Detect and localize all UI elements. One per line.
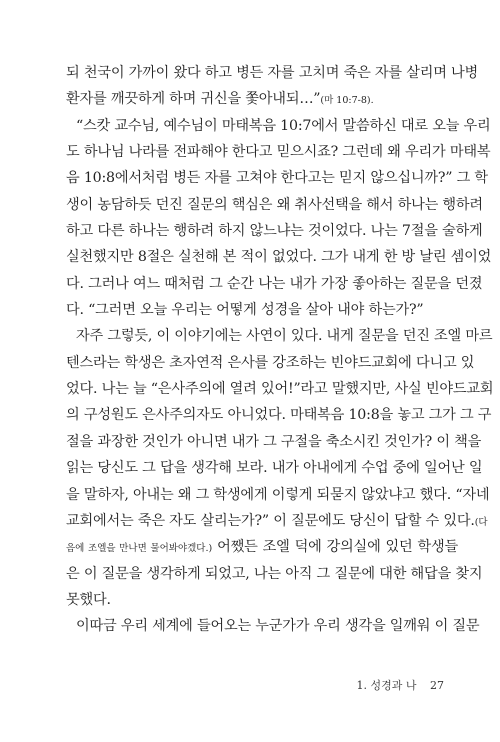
inline-aside: 음에 조엘을 만나면 물어봐야겠다.) xyxy=(66,543,213,555)
line-text: “스캇 교수님, 예수님이 마태복음 10:7에서 말씀하신 대로 오늘 우리 xyxy=(76,117,491,134)
text-line xyxy=(66,350,475,376)
text-line xyxy=(66,455,483,481)
line-text: 실천했지만 8절은 실천해 본 적이 없었다. 그가 내게 한 방 날린 셈이었 xyxy=(66,249,492,266)
line-text: 교회에서는 죽은 자도 살리는가?” 이 질문에도 당신이 답할 수 있다. xyxy=(66,512,475,529)
line-text: 다. 그러나 여느 때처럼 그 순간 나는 내가 가장 좋아하는 질문을 던졌 xyxy=(66,275,483,292)
line-text: 음 10:8에서처럼 병든 자를 고쳐야 한다고는 믿지 않으십니까?” 그 학 xyxy=(66,170,488,187)
line-text: 은 이 질문을 생각하게 되었고, 나는 아직 그 질문에 대한 해답을 찾지 xyxy=(66,565,483,582)
line-text: 생이 농담하듯 던진 질문의 핵심은 왜 취사선택을 해서 하나는 행하려 xyxy=(66,196,483,213)
line-text: 환자를 깨끗하게 하며 귀신을 쫓아내되…” xyxy=(66,91,321,108)
line-text: 다. “그러면 오늘 우리는 어떻게 성경을 살아 내야 하는가?” xyxy=(66,302,424,319)
text-line xyxy=(66,192,483,218)
text-line xyxy=(66,271,483,297)
line-text: 읽는 당신도 그 답을 생각해 보라. 내가 아내에게 수업 중에 일어난 일 xyxy=(66,460,483,477)
chapter-title: 1. 성경과 나 xyxy=(356,679,417,692)
text-line xyxy=(66,113,491,139)
line-text: 텐스라는 학생은 초자연적 은사를 강조하는 빈야드교회에 다니고 있 xyxy=(66,354,475,371)
text-line xyxy=(66,323,493,349)
text-line xyxy=(66,244,492,270)
inline-reference: (마 10:7-8). xyxy=(320,95,374,107)
line-text: 의 구성원도 은사주의자도 아니었다. 마태복음 10:8을 놓고 그가 그 구 xyxy=(66,407,492,424)
text-line xyxy=(66,561,483,587)
inline-reference: (다 xyxy=(474,516,488,528)
line-text: 못했다. xyxy=(66,591,111,608)
text-line xyxy=(66,165,488,191)
text-line xyxy=(66,508,488,534)
page-number: 27 xyxy=(430,679,444,692)
text-line xyxy=(66,60,479,86)
text-line xyxy=(66,613,480,639)
line-text: 이따금 우리 세계에 들어오는 누군가가 우리 생각을 일깨워 이 질문 xyxy=(76,618,480,635)
text-line xyxy=(66,139,491,165)
line-text: 어쨌든 조엘 덕에 강의실에 있던 학생들 xyxy=(212,539,458,556)
text-line xyxy=(66,297,458,323)
page-footer xyxy=(357,677,445,693)
text-line xyxy=(66,534,458,560)
text-line xyxy=(66,402,492,428)
text-line xyxy=(66,429,482,455)
line-text: 절을 과장한 것인가 아니면 내가 그 구절을 축소시킨 것인가? 이 책을 xyxy=(66,433,482,450)
text-line xyxy=(66,86,458,112)
text-line xyxy=(66,587,458,613)
text-line xyxy=(66,376,494,402)
line-text: 을 말하자, 아내는 왜 그 학생에게 이렇게 되묻지 않았냐고 했다. “자네 xyxy=(66,486,490,503)
body-text xyxy=(66,60,494,640)
line-text: 도 하나님 나라를 전파해야 한다고 믿으시죠? 그런데 왜 우리가 마태복 xyxy=(66,144,491,161)
text-line xyxy=(66,482,490,508)
line-text: 되 천국이 가까이 왔다 하고 병든 자를 고치며 죽은 자를 살리며 나병 xyxy=(66,65,479,81)
line-text: 었다. 나는 늘 “은사주의에 열려 있어!”라고 말했지만, 사실 빈야드교회 xyxy=(66,381,494,398)
line-text: 자주 그렇듯, 이 이야기에는 사연이 있다. 내게 질문을 던진 조엘 마르 xyxy=(76,328,493,345)
line-text: 하고 다른 하나는 행하려 하지 않느냐는 것이었다. 나는 7절을 술하게 xyxy=(66,223,483,240)
text-line xyxy=(66,218,483,244)
